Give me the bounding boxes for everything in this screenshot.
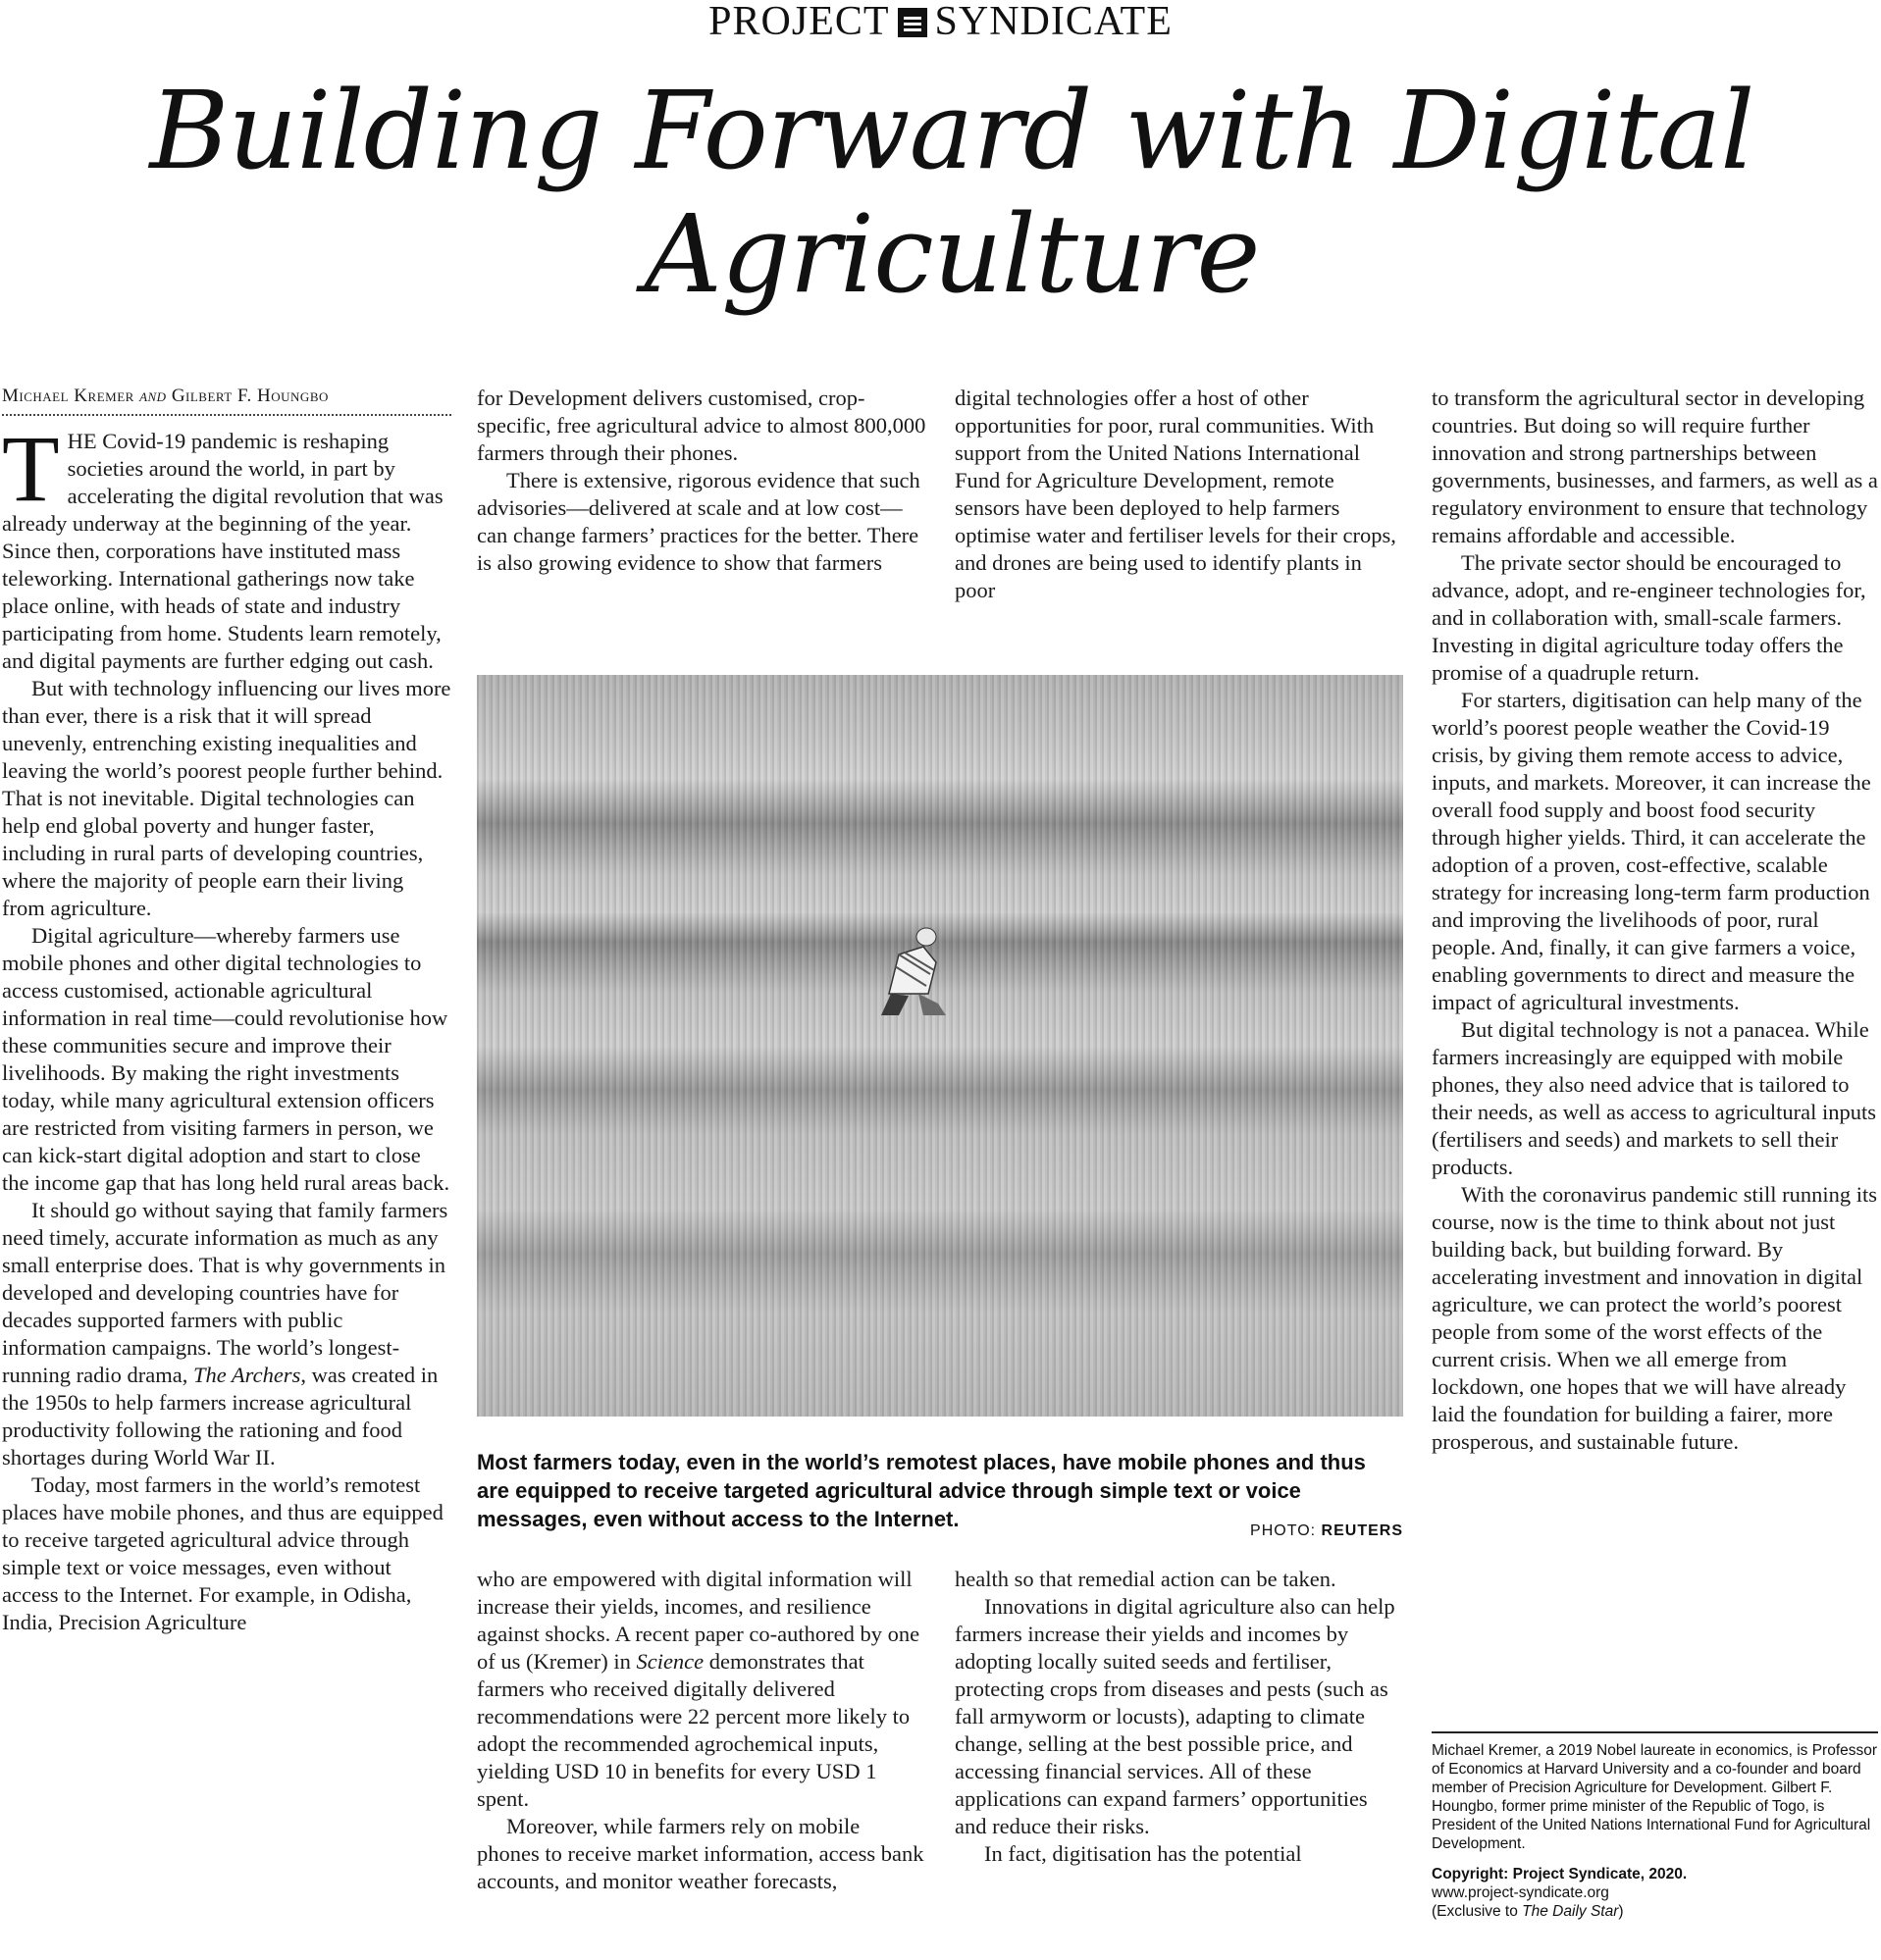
- paragraph: But with technology influencing our lives more than ever, there is a risk that it will spread unevenly, entrenching existing inequalities and leaving the world’s poorest people further behind. That is not inevitable. Digital technologies can help end global poverty and hunger faster, including in rural parts of developing countries, where the majority of people earn their living from agriculture.: [2, 676, 451, 920]
- document-lines-icon: [898, 8, 927, 37]
- photo-credit-label: PHOTO:: [1250, 1522, 1317, 1539]
- paragraph: [477, 1566, 926, 1813]
- farmer-figure: [869, 925, 948, 1018]
- paragraph-text: It should go without saying that family farmers need timely, accurate information as much as any small enterprise does. That is why governments in developed and developing countries have for decades supported farmers with public information campaigns. The world’s longest-running radio drama,: [2, 1198, 448, 1387]
- photo-credit: [1236, 1522, 1403, 1540]
- drop-cap: T: [2, 416, 60, 521]
- paragraph: digital technologies offer a host of other opportunities for poor, rural communities. With support from the United Nations International Fund for Agriculture Development, remote sensors have been deployed to help farmers optimise water and fertiliser levels for their crops, and drones are being used to identify plants in poor: [955, 386, 1396, 602]
- paragraph: [2, 1197, 451, 1471]
- article-column-2-top: [477, 385, 926, 577]
- byline-conjunction: and: [139, 386, 167, 406]
- bio-text: Michael Kremer, a 2019 Nobel laureate in economics, is Professor of Economics at Harvard University and a co-founder and board member of Precision Agriculture for Development. Gilbert F. Houngbo, former prime minister of the Republic of Togo, is President of the United Nations International Fund for Agricultural Development.: [1432, 1742, 1878, 1852]
- paragraph-text: who are empowered with digital information will increase their yields, incomes, and resilience against shocks. A recent paper co-authored by one of us (Kremer) in: [477, 1567, 920, 1674]
- paragraph: The private sector should be encouraged to advance, adopt, and re-engineer technologies for, and in collaboration with, small-scale farmers. Investing in digital agriculture today offers the promise of a quadruple return.: [1432, 550, 1866, 685]
- masthead: [0, 0, 1881, 49]
- paragraph: to transform the agricultural sector in developing countries. But doing so will require further innovation and strong partnerships between governments, businesses, and farmers, as well as a regulatory environment to ensure that technology remains affordable and accessible.: [1432, 386, 1878, 547]
- paragraph-text: HE Covid-19 pandemic is reshaping societies around the world, in part by accelerating the digital revolution that was already underway at the beginning of the year. Since then, corporations have instituted mass teleworking. International gatherings now take place online, with heads of state and industry participating from home. Students learn remotely, and digital payments are further edging out cash.: [2, 429, 444, 673]
- exclusive-text: (Exclusive to: [1432, 1903, 1523, 1920]
- paragraph: for Development delivers customised, crop-specific, free agricultural advice to almost 800,000 farmers through their phones.: [477, 386, 926, 465]
- paragraph: Digital agriculture—whereby farmers use mobile phones and other digital technologies to access customised, actionable agricultural information in real time—could revolutionise how these communities secure and improve their livelihoods. By making the right investments today, while many agricultural extension officers are restricted from visiting farmers in person, we can kick-start digital adoption and start to close the income gap that has long held rural areas back.: [2, 923, 450, 1195]
- paragraph: Innovations in digital agriculture also can help farmers increase their yields and incomes by adopting locally suited seeds and fertiliser, protecting crops from diseases and pests (such as fall armyworm or locusts), adapting to climate change, selling at the best possible price, and accessing financial services. All of these applications can expand farmers’ opportunities and reduce their risks.: [955, 1594, 1395, 1838]
- headline: Building Forward with Digital Agriculture: [149, 68, 1754, 317]
- article-column-3-top: [955, 385, 1404, 604]
- author-bio: [1432, 1731, 1878, 1921]
- title-italic: The Archers: [192, 1363, 301, 1387]
- paragraph-text: demonstrates that farmers who received digitally delivered recommendations were 22 percent more likely to adopt the recommended agrochemical inputs, yielding USD 10 in benefits for every USD 1 spent.: [477, 1649, 911, 1811]
- journal-italic: Science: [636, 1649, 705, 1674]
- author-2: Gilbert F. Houngbo: [171, 386, 329, 406]
- paragraph: health so that remedial action can be taken.: [955, 1567, 1336, 1591]
- paragraph: There is extensive, rigorous evidence that such advisories—delivered at scale and at low cost—can change farmers’ practices for the better. There is also growing evidence to show that farmers: [477, 468, 920, 575]
- article-column-4: [1432, 385, 1881, 1456]
- website-link[interactable]: www.project-syndicate.org: [1432, 1884, 1609, 1901]
- paragraph: In fact, digitisation has the potential: [984, 1841, 1302, 1866]
- paragraph-text: , was created in the 1950s to help farmers increase agricultural productivity following the rationing and food shortages during World War II.: [2, 1363, 439, 1470]
- newspaper-name: The Daily Star: [1522, 1903, 1619, 1920]
- wheat-field-photo: [477, 675, 1403, 1417]
- photo-credit-source: REUTERS: [1321, 1522, 1403, 1539]
- photo-caption: Most farmers today, even in the world’s remotest places, have mobile phones and thus are equipped to receive targeted agricultural advice through simple text or voice messages, even without access to the Internet.: [477, 1450, 1366, 1531]
- article-column-1: [2, 385, 451, 1636]
- author-1: Michael Kremer: [2, 386, 134, 406]
- masthead-syndicate: SYNDICATE: [934, 0, 1173, 44]
- paragraph: For starters, digitisation can help many of the world’s poorest people weather the Covid-19 crisis, by giving them remote access to advice, inputs, and markets. Moreover, it can increase the overall food supply and boost food security through higher yields. Third, it can accelerate the adoption of a proven, cost-effective, scalable strategy for increasing long-term farm production and improving the livelihoods of poor, rural people. And, finally, it can give farmers a voice, enabling governments to direct and measure the impact of agricultural investments.: [1432, 688, 1871, 1014]
- paragraph: [2, 416, 451, 675]
- article-column-2-bottom: [477, 1566, 926, 1895]
- paragraph: But digital technology is not a panacea. While farmers increasingly are equipped with mobile phones, they also need advice that is tailored to their needs, as well as access to agricultural inputs (fertilisers and seeds) and markets to sell their products.: [1432, 1017, 1876, 1179]
- article-column-3-bottom: [955, 1566, 1404, 1868]
- copyright: Copyright: Project Syndicate, 2020.: [1432, 1866, 1688, 1883]
- exclusive-text: ): [1618, 1903, 1624, 1920]
- paragraph: Moreover, while farmers rely on mobile phones to receive market information, access bank accounts, and monitor weather forecasts,: [477, 1814, 924, 1893]
- masthead-project: PROJECT: [708, 0, 890, 44]
- byline: [2, 385, 451, 416]
- paragraph: Today, most farmers in the world’s remotest places have mobile phones, and thus are equipped to receive targeted agricultural advice through simple text or voice messages, even without access to the Internet. For example, in Odisha, India, Precision Agriculture: [2, 1472, 444, 1634]
- exclusive-note: [1432, 1902, 1878, 1921]
- paragraph: With the coronavirus pandemic still running its course, now is the time to think about not just building back, but building forward. By accelerating investment and innovation in digital agriculture, we can protect the world’s poorest people from some of the worst effects of the current crisis. When we all emerge from lockdown, one hopes that we will have already laid the foundation for building a fairer, more prosperous, and sustainable future.: [1432, 1182, 1878, 1454]
